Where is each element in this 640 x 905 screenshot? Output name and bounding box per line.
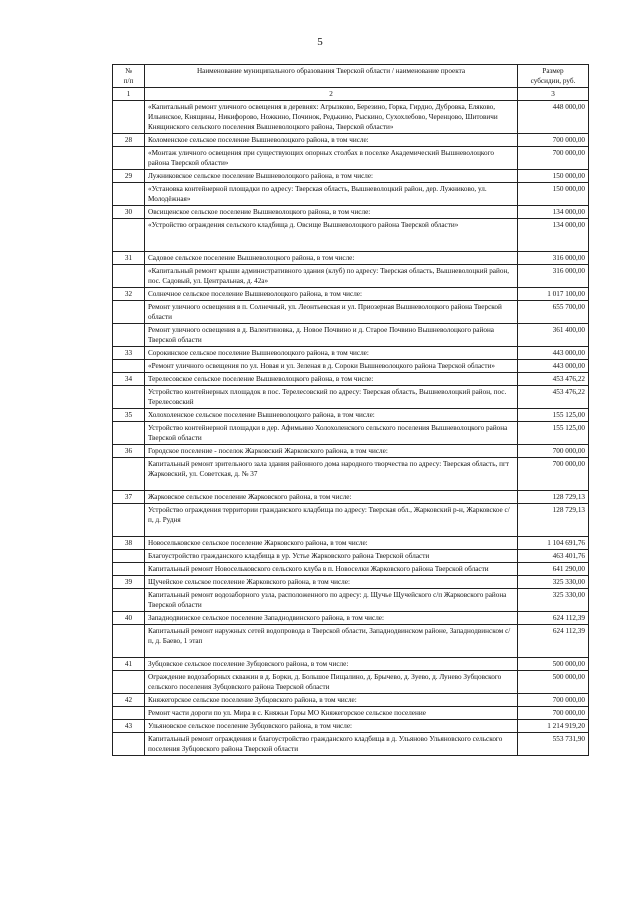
row-number bbox=[113, 589, 145, 612]
row-amount: 325 330,00 bbox=[518, 576, 589, 589]
row-name: Ульяновское сельское поселение Зубцовского района, в том числе: bbox=[145, 720, 518, 733]
row-amount: 500 000,00 bbox=[518, 658, 589, 671]
row-amount: 641 290,00 bbox=[518, 563, 589, 576]
row-name: Устройство контейнерных площадок в пос. Терелесовский по адресу: Тверская область, Вышневолоцкий район, пос. Терелесовский bbox=[145, 386, 518, 409]
row-number: 38 bbox=[113, 537, 145, 550]
row-number: 32 bbox=[113, 288, 145, 301]
row-number: 41 bbox=[113, 658, 145, 671]
row-number: 35 bbox=[113, 409, 145, 422]
row-name: Терелесовское сельское поселение Вышневолоцкого района, в том числе: bbox=[145, 373, 518, 386]
row-amount: 1 214 919,20 bbox=[518, 720, 589, 733]
row-amount: 500 000,00 bbox=[518, 671, 589, 694]
table-row bbox=[113, 658, 589, 671]
row-number: 34 bbox=[113, 373, 145, 386]
table-row bbox=[113, 625, 589, 658]
table-row bbox=[113, 288, 589, 301]
row-amount: 1 017 100,00 bbox=[518, 288, 589, 301]
row-name: Благоустройство гражданского кладбища в ур. Устье Жарковского района Тверской области bbox=[145, 550, 518, 563]
table-row bbox=[113, 301, 589, 324]
table-row bbox=[113, 458, 589, 491]
row-name: Капитальный ремонт водозаборного узла, расположенного по адресу: д. Щучье Щучейского с/п Жарковского района Тверской области bbox=[145, 589, 518, 612]
header-name: Наименование муниципального образования Тверской области / наименование проекта bbox=[145, 65, 518, 88]
row-number bbox=[113, 733, 145, 756]
row-name: «Капитальный ремонт крыши административного здания (клуб) по адресу: Тверская область, Вышневолоцкий район, пос. Садовый, ул. Центральная, д. 42а» bbox=[145, 265, 518, 288]
row-amount: 134 000,00 bbox=[518, 206, 589, 219]
table-row bbox=[113, 504, 589, 537]
row-name: Коломенское сельское поселение Вышневолоцкого района, в том числе: bbox=[145, 134, 518, 147]
row-amount: 453 476,22 bbox=[518, 386, 589, 409]
row-name: Капитальный ремонт Новосельковского сельского клуба в п. Новоселки Жарковского района Тверской области bbox=[145, 563, 518, 576]
row-number bbox=[113, 550, 145, 563]
table-row bbox=[113, 347, 589, 360]
row-amount: 134 000,00 bbox=[518, 219, 589, 252]
row-amount: 128 729,13 bbox=[518, 504, 589, 537]
row-number bbox=[113, 707, 145, 720]
table-row bbox=[113, 252, 589, 265]
row-amount: 463 401,76 bbox=[518, 550, 589, 563]
row-number bbox=[113, 219, 145, 252]
row-number bbox=[113, 458, 145, 491]
table-row bbox=[113, 576, 589, 589]
row-name: Овсищенское сельское поселение Вышневолоцкого района, в том числе: bbox=[145, 206, 518, 219]
row-name: Ремонт уличного освещения в д. Валентиновка, д. Новое Почвино и д. Старое Почвино Вышневолоцкого района Тверской области bbox=[145, 324, 518, 347]
table-row bbox=[113, 409, 589, 422]
table-row bbox=[113, 707, 589, 720]
row-number: 42 bbox=[113, 694, 145, 707]
row-name: Городское поселение - поселок Жарковский Жарковского района, в том числе: bbox=[145, 445, 518, 458]
row-amount: 624 112,39 bbox=[518, 612, 589, 625]
row-amount: 553 731,90 bbox=[518, 733, 589, 756]
row-name: «Устройство ограждения сельского кладбища д. Овсище Вышневолоцкого района Тверской области» bbox=[145, 219, 518, 252]
row-number bbox=[113, 360, 145, 373]
table-row bbox=[113, 550, 589, 563]
row-name: Западнодвинское сельское поселение Западнодвинского района, в том числе: bbox=[145, 612, 518, 625]
row-amount: 128 729,13 bbox=[518, 491, 589, 504]
column-index-row bbox=[113, 88, 589, 101]
row-number: 40 bbox=[113, 612, 145, 625]
row-name: Холохоленское сельское поселение Вышневолоцкого района, в том числе: bbox=[145, 409, 518, 422]
row-name: «Капитальный ремонт уличного освещения в деревнях: Агрызково, Березино, Горка, Гирдно, Дубровка, Еляково, Ильинское, Княщины, Никифорово, Ножкино, Починок, Редькино, Рыскино, Сухохлебово, Черенцово, Шитовичи Княщинского сельского поселения Вышневолоцкого района, Тверской области» bbox=[145, 101, 518, 134]
table-row bbox=[113, 537, 589, 550]
row-name: Жарковское сельское поселение Жарковского района, в том числе: bbox=[145, 491, 518, 504]
row-amount: 700 000,00 bbox=[518, 134, 589, 147]
row-number bbox=[113, 301, 145, 324]
row-name: Щучейское сельское поселение Жарковского района, в том числе: bbox=[145, 576, 518, 589]
row-name: Солнечное сельское поселение Вышневолоцкого района, в том числе: bbox=[145, 288, 518, 301]
row-number bbox=[113, 422, 145, 445]
row-amount: 700 000,00 bbox=[518, 458, 589, 491]
row-number bbox=[113, 324, 145, 347]
row-amount: 361 400,00 bbox=[518, 324, 589, 347]
row-amount: 443 000,00 bbox=[518, 347, 589, 360]
row-name: Капитальный ремонт ограждения и благоустройство гражданского кладбища в д. Ульяново Ульяновского сельского поселения Зубцовского района Тверской области bbox=[145, 733, 518, 756]
table-header-row bbox=[113, 65, 589, 88]
table-row bbox=[113, 360, 589, 373]
row-number: 29 bbox=[113, 170, 145, 183]
header-amount: Размер субсидии, руб. bbox=[518, 65, 589, 88]
row-amount: 1 104 691,76 bbox=[518, 537, 589, 550]
table-row bbox=[113, 265, 589, 288]
table-row bbox=[113, 183, 589, 206]
row-amount: 700 000,00 bbox=[518, 694, 589, 707]
table-row bbox=[113, 445, 589, 458]
row-amount: 624 112,39 bbox=[518, 625, 589, 658]
table-row bbox=[113, 206, 589, 219]
row-amount: 150 000,00 bbox=[518, 183, 589, 206]
row-number: 28 bbox=[113, 134, 145, 147]
row-name: Сорокинское сельское поселение Вышневолоцкого района, в том числе: bbox=[145, 347, 518, 360]
row-number: 43 bbox=[113, 720, 145, 733]
row-number: 30 bbox=[113, 206, 145, 219]
table-row bbox=[113, 733, 589, 756]
table-row bbox=[113, 101, 589, 134]
table-row bbox=[113, 563, 589, 576]
row-number bbox=[113, 563, 145, 576]
table-row bbox=[113, 134, 589, 147]
row-number: 33 bbox=[113, 347, 145, 360]
row-number bbox=[113, 101, 145, 134]
table-row bbox=[113, 491, 589, 504]
row-number bbox=[113, 183, 145, 206]
row-number bbox=[113, 147, 145, 170]
table-row bbox=[113, 219, 589, 252]
row-amount: 155 125,00 bbox=[518, 422, 589, 445]
row-number bbox=[113, 504, 145, 537]
row-name: Ремонт части дороги по ул. Мира в с. Княжьи Горы МО Княжегорское сельское поселение bbox=[145, 707, 518, 720]
table-row bbox=[113, 170, 589, 183]
row-number bbox=[113, 671, 145, 694]
row-number: 31 bbox=[113, 252, 145, 265]
row-name: Капитальный ремонт зрительного зала здания районного дома народного творчества по адресу: Тверская область, пгт Жарковский, ул. Советская, д. № 37 bbox=[145, 458, 518, 491]
row-amount: 150 000,00 bbox=[518, 170, 589, 183]
column-index: 3 bbox=[518, 88, 589, 101]
row-name: Новосельковское сельское поселение Жарковского района, в том числе: bbox=[145, 537, 518, 550]
table-row bbox=[113, 589, 589, 612]
row-number bbox=[113, 625, 145, 658]
row-name: Ремонт уличного освещения в п. Солнечный, ул. Леонтьевская и ул. Приозерная Вышневолоцкого района Тверской области bbox=[145, 301, 518, 324]
row-amount: 655 700,00 bbox=[518, 301, 589, 324]
table-row bbox=[113, 422, 589, 445]
row-amount: 443 000,00 bbox=[518, 360, 589, 373]
row-amount: 325 330,00 bbox=[518, 589, 589, 612]
row-amount: 700 000,00 bbox=[518, 707, 589, 720]
row-number bbox=[113, 265, 145, 288]
row-number: 37 bbox=[113, 491, 145, 504]
row-amount: 316 000,00 bbox=[518, 252, 589, 265]
row-number bbox=[113, 386, 145, 409]
subsidy-table bbox=[112, 64, 589, 756]
row-name: Садовое сельское поселение Вышневолоцкого района, в том числе: bbox=[145, 252, 518, 265]
table-row bbox=[113, 720, 589, 733]
row-name: Устройство ограждения территории гражданского кладбища по адресу: Тверская обл., Жарковский р-н, Жарковское с/п, д. Рудня bbox=[145, 504, 518, 537]
row-number: 36 bbox=[113, 445, 145, 458]
row-number: 39 bbox=[113, 576, 145, 589]
header-num: № п/п bbox=[113, 65, 145, 88]
row-amount: 700 000,00 bbox=[518, 147, 589, 170]
table-row bbox=[113, 147, 589, 170]
row-name: Устройство контейнерной площадки в дер. Афимьино Холохоленского сельского поселения Вышневолоцкого района Тверской области bbox=[145, 422, 518, 445]
row-name: «Установка контейнерной площадки по адресу: Тверская область, Вышневолоцкий район, дер. Лужниково, ул. Молодёжная» bbox=[145, 183, 518, 206]
row-name: «Ремонт уличного освещения по ул. Новая и ул. Зеленая в д. Сороки Вышневолоцкого района Тверской области» bbox=[145, 360, 518, 373]
table-row bbox=[113, 386, 589, 409]
column-index: 1 bbox=[113, 88, 145, 101]
row-amount: 700 000,00 bbox=[518, 445, 589, 458]
row-name: Зубцовское сельское поселение Зубцовского района, в том числе: bbox=[145, 658, 518, 671]
row-name: Ограждение водозаборных скважин в д. Борки, д. Большое Пищалино, д. Брычево, д. Зуево, д. Лунево Зубцовского сельского поселения Зубцовского района Тверской области bbox=[145, 671, 518, 694]
row-amount: 316 000,00 bbox=[518, 265, 589, 288]
row-amount: 155 125,00 bbox=[518, 409, 589, 422]
table-row bbox=[113, 671, 589, 694]
table-row bbox=[113, 612, 589, 625]
row-amount: 453 476,22 bbox=[518, 373, 589, 386]
row-name: Княжегорское сельское поселение Зубцовского района, в том числе: bbox=[145, 694, 518, 707]
table-row bbox=[113, 373, 589, 386]
row-amount: 448 000,00 bbox=[518, 101, 589, 134]
row-name: Капитальный ремонт наружных сетей водопровода в Тверской области, Западнодвинском районе, Западнодвинском с/п, д. Баево, 1 этап bbox=[145, 625, 518, 658]
table-row bbox=[113, 694, 589, 707]
row-name: «Монтаж уличного освещения при существующих опорных столбах в поселке Академический Вышневолоцкого района Тверской области» bbox=[145, 147, 518, 170]
page-number: 5 bbox=[317, 36, 323, 48]
table-row bbox=[113, 324, 589, 347]
column-index: 2 bbox=[145, 88, 518, 101]
row-name: Лужниковское сельское поселение Вышневолоцкого района, в том числе: bbox=[145, 170, 518, 183]
